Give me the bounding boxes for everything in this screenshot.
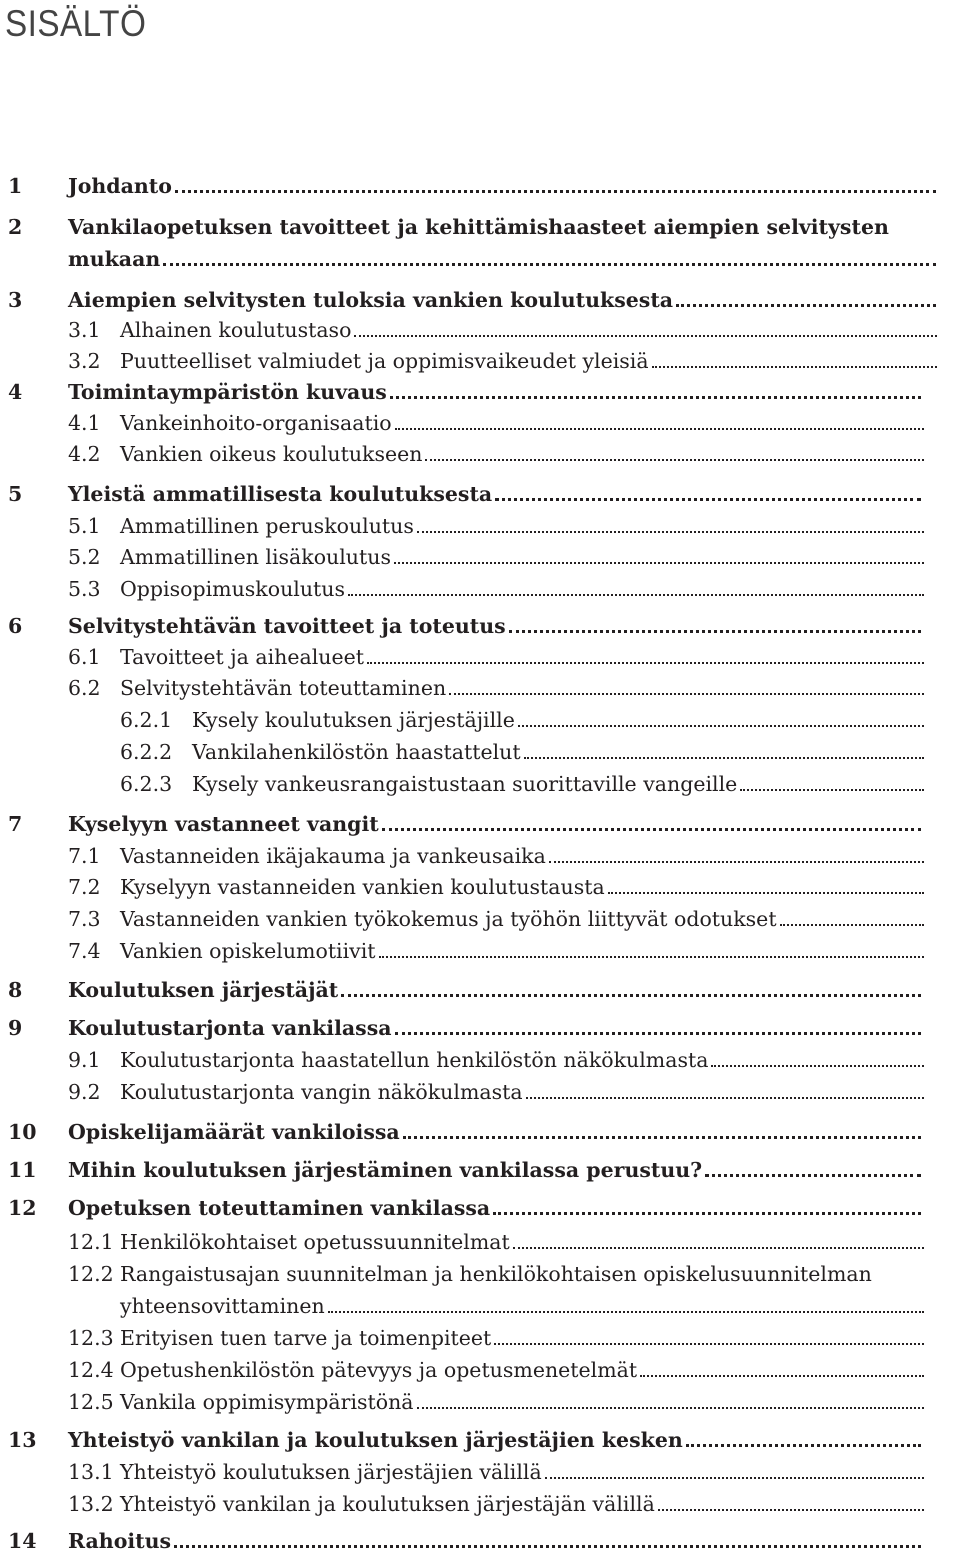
toc-entry-number: 12.4 [68, 1358, 114, 1382]
toc-entry-title: Ammatillinen lisäkoulutus [120, 545, 391, 569]
toc-entry-title: Tavoitteet ja aihealueet [120, 645, 364, 669]
toc-entry-number: 2 [8, 215, 23, 239]
dot-leader [328, 1311, 924, 1313]
toc-entry-number: 5.2 [68, 545, 101, 569]
dot-leader [658, 1509, 924, 1511]
toc-entry-number: 10 [8, 1120, 37, 1144]
toc-entry-number: 6.1 [68, 645, 101, 669]
toc-entry-number: 8 [8, 978, 23, 1002]
toc-entry-title: Yhteistyö vankilan ja koulutuksen järjestäjien kesken [68, 1428, 683, 1452]
dot-leader [367, 662, 924, 664]
toc-entry-number: 12 [8, 1196, 37, 1220]
dot-leader [652, 366, 937, 368]
toc-entry-number: 12.1 [68, 1230, 114, 1254]
toc-entry-title: Opetushenkilöstön pätevyys ja opetusmenetelmät [120, 1358, 638, 1382]
toc-entry-number: 5 [8, 482, 23, 506]
dot-leader [174, 1545, 921, 1548]
toc-entry-number: 4.1 [68, 411, 101, 435]
toc-entry-number: 7.4 [68, 939, 101, 963]
toc-entry-number: 14 [8, 1529, 37, 1553]
toc-entry-title: Kysely vankeusrangaistustaan suorittaville vangeille [192, 772, 738, 796]
toc-entry-number: 13 [8, 1428, 37, 1452]
dot-leader [425, 459, 923, 461]
toc-entry-number: 13.2 [68, 1492, 114, 1516]
dot-leader [518, 725, 924, 727]
toc-entry-number: 7.3 [68, 907, 101, 931]
toc-entry-number: 12.2 [68, 1262, 114, 1286]
toc-entry-number: 6.2.1 [120, 708, 173, 732]
dot-leader [493, 1212, 921, 1215]
dot-leader [640, 1375, 924, 1377]
toc-entry-number: 12.5 [68, 1390, 114, 1414]
toc-entry-number: 5.1 [68, 514, 101, 538]
toc-entry-number: 6.2 [68, 676, 101, 700]
dot-leader [686, 1444, 922, 1447]
dot-leader [608, 892, 924, 894]
toc-entry-title: Kysely koulutuksen järjestäjille [192, 708, 515, 732]
dot-leader [395, 1032, 922, 1035]
toc-entry-title: Vankien oikeus koulutukseen [120, 442, 423, 466]
dot-leader [495, 498, 921, 501]
toc-entry-title: Vastanneiden vankien työkokemus ja työhön liittyvät odotukset [120, 907, 777, 931]
toc-entry-title: Opetuksen toteuttaminen vankilassa [68, 1196, 491, 1220]
toc-entry-number: 7.2 [68, 875, 101, 899]
toc-entry-number: 13.1 [68, 1460, 114, 1484]
toc-entry-number: 4 [8, 380, 23, 404]
toc-entry-title: Kyselyyn vastanneiden vankien koulutustausta [120, 875, 605, 899]
toc-entry-title: Kyselyyn vastanneet vangit [68, 812, 379, 836]
toc-entry-title: Mihin koulutuksen järjestäminen vankilassa perustuu? [68, 1158, 703, 1182]
toc-entry-title: Aiempien selvitysten tuloksia vankien koulutuksesta [68, 288, 674, 312]
dot-leader [417, 1407, 924, 1409]
toc-entry-title: Vankeinhoito-organisaatio [120, 411, 392, 435]
dot-leader [417, 531, 924, 533]
toc-entry-number: 6.2.2 [120, 740, 173, 764]
toc-entry-title: Erityisen tuen tarve ja toimenpiteet [120, 1326, 492, 1350]
toc-entry-number: 3.2 [68, 349, 101, 373]
toc-entry-title: Yleistä ammatillisesta koulutuksesta [68, 482, 493, 506]
dot-leader [780, 924, 924, 926]
toc-entry-number: 1 [8, 174, 23, 198]
toc-entry-title: Henkilökohtaiset opetussuunnitelmat [120, 1230, 510, 1254]
dot-leader [513, 1247, 924, 1249]
toc-entry-number: 9.1 [68, 1048, 101, 1072]
toc-entry-title: Koulutustarjonta vankilassa [68, 1016, 392, 1040]
toc-entry-number: 5.3 [68, 577, 101, 601]
dot-leader [382, 828, 922, 831]
toc-entry-title: yhteensovittaminen [120, 1294, 325, 1318]
dot-leader [175, 190, 936, 193]
dot-leader [676, 304, 936, 307]
toc-entry-title: Yhteistyö vankilan ja koulutuksen järjestäjän välillä [120, 1492, 655, 1516]
toc-entry-number: 12.3 [68, 1326, 114, 1350]
dot-leader [395, 428, 924, 430]
toc-entry-title: Ammatillinen peruskoulutus [120, 514, 414, 538]
dot-leader [549, 861, 924, 863]
dot-leader [403, 1136, 922, 1139]
toc-entry-number: 9.2 [68, 1080, 101, 1104]
toc-entry-number: 4.2 [68, 442, 101, 466]
toc-entry-number: 9 [8, 1016, 23, 1040]
toc-entry-title: Selvitystehtävän tavoitteet ja toteutus [68, 614, 506, 638]
toc-entry-title: Koulutustarjonta haastatellun henkilöstön näkökulmasta [120, 1048, 709, 1072]
toc-entry-title: Selvitystehtävän toteuttaminen [120, 676, 447, 700]
dot-leader [163, 263, 935, 266]
page-title: SISÄLTÖ [5, 3, 147, 44]
toc-entry-title: Koulutuksen järjestäjät [68, 978, 339, 1002]
toc-entry-title: Opiskelijamäärät vankiloissa [68, 1120, 400, 1144]
dot-leader [509, 630, 922, 633]
toc-entry-title: Toimintaympäristön kuvaus [68, 380, 387, 404]
dot-leader [341, 994, 921, 997]
dot-leader [545, 1477, 924, 1479]
toc-entry-title: Vankilaopetuksen tavoitteet ja kehittämishaasteet aiempien selvitysten [68, 215, 889, 239]
dot-leader [494, 1343, 924, 1345]
dot-leader [379, 956, 924, 958]
toc-entry-number: 7 [8, 812, 23, 836]
toc-entry-title: Yhteistyö koulutuksen järjestäjien välillä [120, 1460, 542, 1484]
toc-entry-number: 6 [8, 614, 23, 638]
dot-leader [354, 335, 937, 337]
toc-entry-number: 11 [8, 1158, 37, 1182]
toc-entry-title: Puutteelliset valmiudet ja oppimisvaikeudet yleisiä [120, 349, 649, 373]
dot-leader [449, 693, 924, 695]
toc-entry-title: Vankilahenkilöstön haastattelut [192, 740, 521, 764]
toc-entry-number: 3 [8, 288, 23, 312]
toc-entry-number: 3.1 [68, 318, 101, 342]
dot-leader [394, 562, 924, 564]
toc-entry-title: Johdanto [68, 174, 172, 198]
toc-entry-title: mukaan [68, 247, 161, 271]
dot-leader [348, 594, 924, 596]
dot-leader [740, 789, 924, 791]
dot-leader [705, 1174, 921, 1177]
toc-entry-title: Rangaistusajan suunnitelman ja henkilökohtaisen opiskelusuunnitelman [120, 1262, 872, 1286]
dot-leader [526, 1097, 924, 1099]
dot-leader [711, 1065, 923, 1067]
toc-entry-title: Oppisopimuskoulutus [120, 577, 345, 601]
dot-leader [524, 757, 924, 759]
dot-leader [390, 396, 922, 399]
toc-entry-title: Vastanneiden ikäjakauma ja vankeusaika [120, 844, 546, 868]
toc-entry-title: Vankien opiskelumotiivit [120, 939, 376, 963]
toc-entry-number: 7.1 [68, 844, 101, 868]
toc-entry-title: Rahoitus [68, 1529, 172, 1553]
toc-entry-title: Alhainen koulutustaso [120, 318, 352, 342]
toc-entry-title: Vankila oppimisympäristönä [120, 1390, 414, 1414]
toc-entry-title: Koulutustarjonta vangin näkökulmasta [120, 1080, 523, 1104]
toc-entry-number: 6.2.3 [120, 772, 173, 796]
